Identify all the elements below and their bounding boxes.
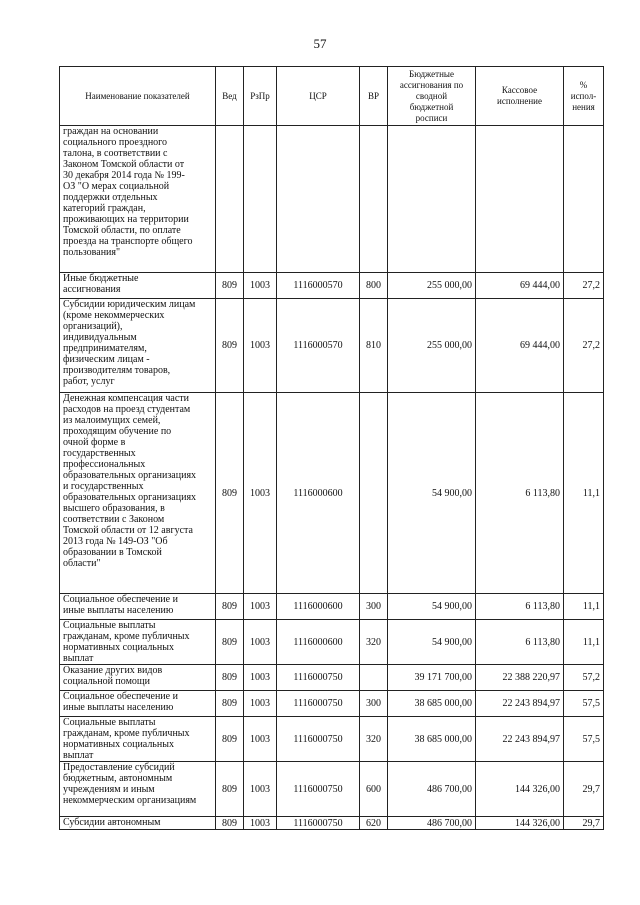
cell-name-line: талона, в соответствии с [63, 148, 168, 159]
cell-ved: 809 [216, 273, 244, 299]
cell-rzpr: 1003 [244, 299, 277, 393]
table-header-row [60, 67, 604, 126]
cell-name-line: Томской области от 12 августа [63, 525, 193, 536]
cell-percent: 27,2 [564, 273, 604, 299]
cell-csr: 1116000600 [277, 393, 360, 594]
budget-table [59, 66, 604, 830]
cell-cash: 144 326,00 [476, 817, 564, 830]
cell-budget: 486 700,00 [388, 817, 476, 830]
cell-name [60, 691, 216, 717]
cell-name-line: организаций), [63, 321, 123, 332]
cell-name-line: проходящим обучение по [63, 426, 172, 437]
cell-ved: 809 [216, 817, 244, 830]
header-cash: Кассовое исполнение [476, 67, 564, 126]
cell-name-line: Томской области, по оплате [63, 225, 181, 236]
header-vr: ВР [360, 67, 388, 126]
header-name: Наименование показателей [60, 67, 216, 126]
cell-vr: 320 [360, 717, 388, 762]
cell-name-line: 2013 года № 149-ОЗ "Об [63, 536, 168, 547]
cell-name-line: граждан на основании [63, 126, 159, 137]
cell-vr [360, 126, 388, 273]
cell-cash: 22 388 220,97 [476, 665, 564, 691]
cell-vr: 300 [360, 691, 388, 717]
cell-ved: 809 [216, 620, 244, 665]
cell-name-line: и государственных [63, 481, 144, 492]
cell-rzpr: 1003 [244, 620, 277, 665]
table-row [60, 594, 604, 620]
cell-name-line: 30 декабря 2014 года № 199- [63, 170, 185, 181]
header-ved: Вед [216, 67, 244, 126]
cell-percent: 29,7 [564, 817, 604, 830]
cell-budget: 38 685 000,00 [388, 691, 476, 717]
cell-csr: 1116000570 [277, 299, 360, 393]
cell-name-line: Законом Томской области от [63, 159, 185, 170]
cell-name-line: Предоставление субсидий [63, 762, 175, 773]
cell-vr: 810 [360, 299, 388, 393]
cell-csr [277, 126, 360, 273]
cell-name-line: учреждениям и иным [63, 784, 155, 795]
cell-percent: 57,2 [564, 665, 604, 691]
cell-vr: 620 [360, 817, 388, 830]
cell-name-line: проживающих на территории [63, 214, 189, 225]
cell-cash: 144 326,00 [476, 762, 564, 817]
cell-name-line: Социальное обеспечение и [63, 594, 178, 605]
cell-cash: 22 243 894,97 [476, 691, 564, 717]
cell-name-line: социальной помощи [63, 676, 150, 687]
table-row [60, 273, 604, 299]
cell-percent: 27,2 [564, 299, 604, 393]
cell-name-line: гражданам, кроме публичных [63, 631, 190, 642]
table-body [60, 126, 604, 830]
cell-name-line: иные выплаты населению [63, 605, 174, 616]
cell-vr [360, 665, 388, 691]
cell-budget: 38 685 000,00 [388, 717, 476, 762]
cell-ved: 809 [216, 594, 244, 620]
cell-name-line: производителям товаров, [63, 365, 171, 376]
cell-name-line: пользования" [63, 247, 121, 258]
cell-budget: 255 000,00 [388, 299, 476, 393]
header-percent: % испол- нения [564, 67, 604, 126]
cell-ved [216, 126, 244, 273]
cell-ved: 809 [216, 691, 244, 717]
cell-cash: 69 444,00 [476, 273, 564, 299]
cell-percent [564, 126, 604, 273]
cell-name-line: высшего образования, в [63, 503, 165, 514]
cell-name-line: поддержки отдельных [63, 192, 158, 203]
cell-name-line: Иные бюджетные [63, 273, 139, 284]
cell-name [60, 620, 216, 665]
cell-name [60, 717, 216, 762]
table-row [60, 691, 604, 717]
cell-name-line: категорий граждан, [63, 203, 146, 214]
cell-name-line: социального проездного [63, 137, 168, 148]
cell-csr: 1116000600 [277, 594, 360, 620]
cell-name-line: образовательных организациях [63, 492, 197, 503]
table-row [60, 393, 604, 594]
cell-budget: 54 900,00 [388, 393, 476, 594]
cell-budget: 486 700,00 [388, 762, 476, 817]
cell-name-line: (кроме некоммерческих [63, 310, 165, 321]
cell-rzpr: 1003 [244, 762, 277, 817]
cell-name-line: бюджетным, автономным [63, 773, 173, 784]
cell-csr: 1116000750 [277, 817, 360, 830]
cell-csr: 1116000750 [277, 717, 360, 762]
cell-name-line: предпринимателям, [63, 343, 147, 354]
cell-name-line: иные выплаты населению [63, 702, 174, 713]
cell-name-line: Оказание других видов [63, 665, 163, 676]
cell-ved: 809 [216, 665, 244, 691]
cell-rzpr: 1003 [244, 717, 277, 762]
cell-cash: 6 113,80 [476, 620, 564, 665]
cell-name-line: Социальное обеспечение и [63, 691, 178, 702]
cell-name-line: гражданам, кроме публичных [63, 728, 190, 739]
cell-name [60, 817, 216, 830]
cell-cash: 6 113,80 [476, 393, 564, 594]
cell-cash: 6 113,80 [476, 594, 564, 620]
cell-rzpr [244, 126, 277, 273]
page-number: 57 [313, 36, 327, 51]
cell-name [60, 665, 216, 691]
cell-csr: 1116000750 [277, 691, 360, 717]
cell-name [60, 299, 216, 393]
cell-name-line: ассигнования [63, 284, 121, 295]
table-row [60, 817, 604, 830]
cell-name [60, 393, 216, 594]
cell-percent: 11,1 [564, 620, 604, 665]
cell-cash: 22 243 894,97 [476, 717, 564, 762]
cell-ved: 809 [216, 393, 244, 594]
cell-name-line: ОЗ "О мерах социальной [63, 181, 170, 192]
cell-vr [360, 393, 388, 594]
cell-csr: 1116000570 [277, 273, 360, 299]
table-row [60, 299, 604, 393]
cell-percent: 57,5 [564, 691, 604, 717]
cell-vr: 300 [360, 594, 388, 620]
table-row [60, 126, 604, 273]
cell-name-line: Денежная компенсация части [63, 393, 190, 404]
cell-name [60, 273, 216, 299]
cell-name-line: профессиональных [63, 459, 146, 470]
cell-budget: 255 000,00 [388, 273, 476, 299]
table-row [60, 665, 604, 691]
cell-percent: 29,7 [564, 762, 604, 817]
cell-name-line: выплат [63, 750, 94, 761]
cell-percent: 11,1 [564, 393, 604, 594]
cell-name-line: выплат [63, 653, 94, 664]
cell-ved: 809 [216, 717, 244, 762]
cell-name-line: Субсидии автономным [63, 817, 161, 828]
cell-name [60, 594, 216, 620]
table-row [60, 762, 604, 817]
cell-name-line: очной форме в [63, 437, 126, 448]
cell-vr: 320 [360, 620, 388, 665]
cell-cash [476, 126, 564, 273]
cell-ved: 809 [216, 299, 244, 393]
cell-percent: 57,5 [564, 717, 604, 762]
table-row [60, 717, 604, 762]
cell-csr: 1116000750 [277, 665, 360, 691]
cell-name-line: государственных [63, 448, 136, 459]
cell-csr: 1116000600 [277, 620, 360, 665]
cell-rzpr: 1003 [244, 393, 277, 594]
cell-csr: 1116000750 [277, 762, 360, 817]
cell-rzpr: 1003 [244, 691, 277, 717]
cell-name-line: из малоимущих семей, [63, 415, 161, 426]
cell-name-line: соответствии с Законом [63, 514, 165, 525]
cell-name-line: Субсидии юридическим лицам [63, 299, 196, 310]
cell-name-line: Социальные выплаты [63, 717, 156, 728]
cell-name-line: проезда на транспорте общего [63, 236, 193, 247]
cell-budget: 54 900,00 [388, 620, 476, 665]
cell-vr: 800 [360, 273, 388, 299]
header-csr: ЦСР [277, 67, 360, 126]
cell-name [60, 126, 216, 273]
cell-rzpr: 1003 [244, 665, 277, 691]
cell-name-line: работ, услуг [63, 376, 115, 387]
cell-name-line: физическим лицам - [63, 354, 150, 365]
cell-vr: 600 [360, 762, 388, 817]
cell-percent: 11,1 [564, 594, 604, 620]
cell-name-line: образовательных организациях [63, 470, 197, 481]
cell-name-line: образовании в Томской [63, 547, 162, 558]
cell-budget: 54 900,00 [388, 594, 476, 620]
header-rzpr: РзПр [244, 67, 277, 126]
cell-name-line: Социальные выплаты [63, 620, 156, 631]
cell-cash: 69 444,00 [476, 299, 564, 393]
cell-rzpr: 1003 [244, 817, 277, 830]
cell-name-line: области" [63, 558, 101, 569]
cell-ved: 809 [216, 762, 244, 817]
cell-name [60, 762, 216, 817]
cell-name-line: некоммерческим организациям [63, 795, 197, 806]
cell-budget [388, 126, 476, 273]
cell-name-line: расходов на проезд студентам [63, 404, 191, 415]
cell-name-line: индивидуальным [63, 332, 137, 343]
cell-name-line: нормативных социальных [63, 642, 174, 653]
cell-rzpr: 1003 [244, 594, 277, 620]
cell-budget: 39 171 700,00 [388, 665, 476, 691]
cell-rzpr: 1003 [244, 273, 277, 299]
header-budget: Бюджетные ассигнования по сводной бюджетной росписи [388, 67, 476, 126]
cell-name-line: нормативных социальных [63, 739, 174, 750]
table-row [60, 620, 604, 665]
